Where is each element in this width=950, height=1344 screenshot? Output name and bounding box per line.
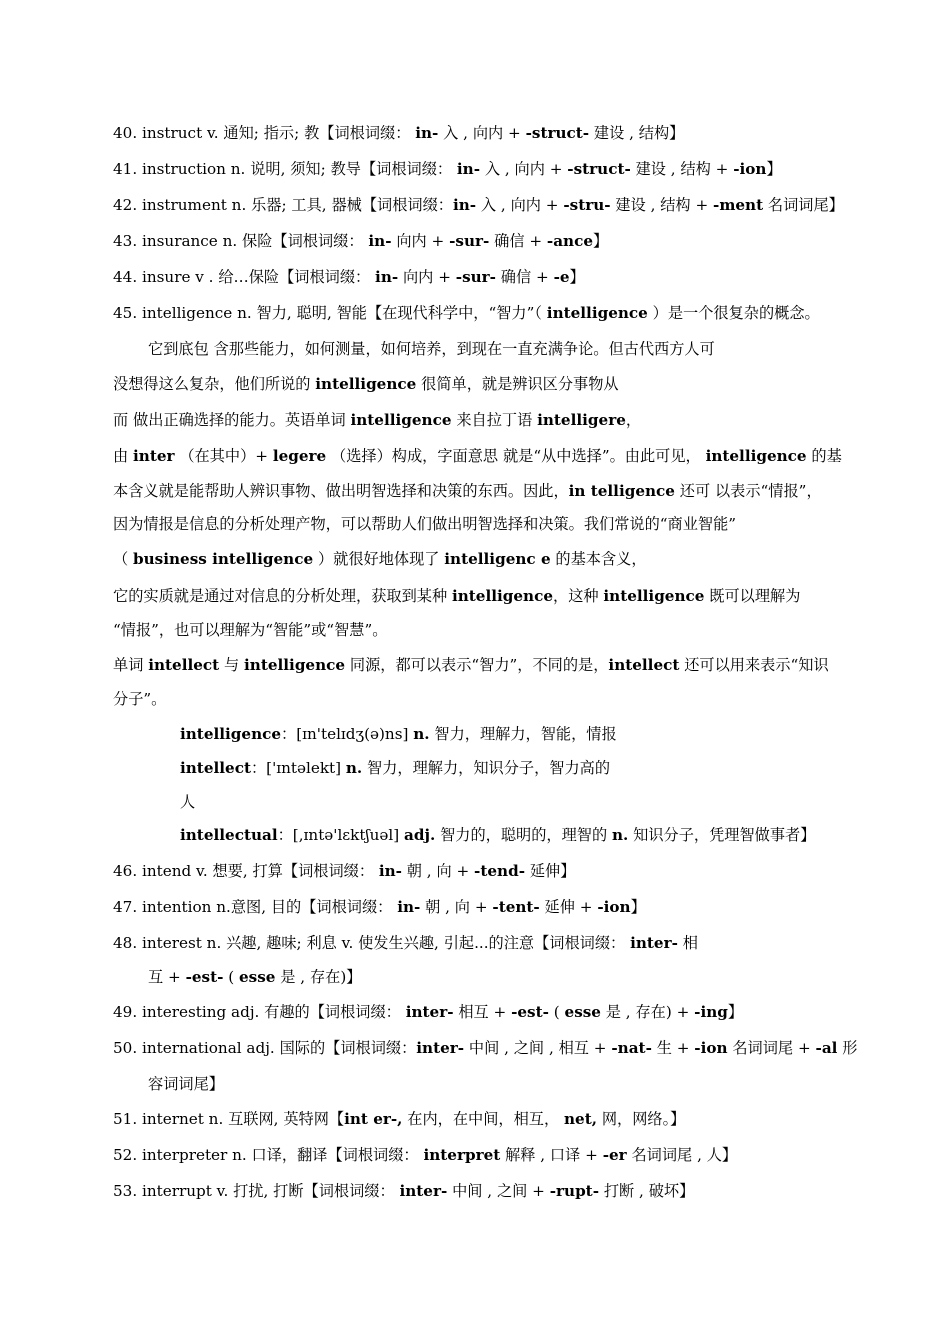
entry-50 <box>0 1038 950 1058</box>
text-segment: 52. interpreter n. 口译，翻译【词根词缀： <box>113 1146 424 1164</box>
entry-48 <box>0 933 950 953</box>
term-bold: inter- <box>399 1182 448 1200</box>
text-segment: 智力，理解力，智能，情报 <box>429 725 617 743</box>
text-segment: 很简单，就是辨识区分事物从 <box>416 375 619 393</box>
text-segment: 46. intend v. 想要, 打算【词根词缀： <box>113 862 379 880</box>
text-segment: 它到底包 含那些能力，如何测量，如何培养，到现在一直充满争论。但古代西方人可 <box>148 340 715 358</box>
paragraph-line <box>0 689 950 709</box>
text-segment: 相 <box>677 934 698 952</box>
text-segment: 智力，理解力，知识分子，智力高的 <box>362 759 611 777</box>
text-segment: 50. international adj. 国际的【词根词缀： <box>113 1039 417 1057</box>
text-segment: 45. intelligence n. 智力, 聪明, 智能【在现代科学中，“智力”（ <box>113 304 547 322</box>
text-segment: 48. interest n. 兴趣, 趣味; 利息 v. 使发生兴趣, 引起...的注意【词根词缀： <box>113 934 631 952</box>
entry-51 <box>0 1109 950 1129</box>
term-bold: -rupt- <box>549 1182 600 1200</box>
term-bold: n. <box>611 826 629 844</box>
term-bold: intelligenc e <box>444 550 551 568</box>
text-segment: （在其中）+ <box>174 447 273 465</box>
term-bold: inter- <box>416 1039 465 1057</box>
text-segment: 入 , 向内 + <box>480 160 568 178</box>
term-bold: -ion <box>597 898 631 916</box>
term-bold: -tend- <box>474 862 525 880</box>
term-bold: intelligence <box>705 447 807 465</box>
paragraph-line <box>0 586 950 606</box>
text-segment: 相互 + <box>453 1003 512 1021</box>
text-segment: 】 <box>766 160 782 178</box>
term-bold: in- <box>368 232 392 250</box>
term-bold: -struct- <box>525 124 590 142</box>
paragraph-line <box>0 374 950 394</box>
text-segment: 容词词尾】 <box>148 1075 224 1093</box>
text-segment: 单词 <box>113 656 149 674</box>
text-segment: 51. internet n. 互联网, 英特网【 <box>113 1110 345 1128</box>
text-segment: 的基 <box>806 447 842 465</box>
term-bold: intelligence <box>180 725 282 743</box>
text-segment: 是 , 存在)】 <box>275 968 362 986</box>
term-bold: intellectual <box>180 826 278 844</box>
text-segment: 建设 , 结构 + <box>630 160 734 178</box>
term-bold: in- <box>378 862 402 880</box>
term-bold: in- <box>456 160 481 178</box>
term-bold: inter- <box>630 934 678 952</box>
entry-52 <box>0 1145 950 1165</box>
text-segment: 智力的，聪明的，理智的 <box>435 826 612 844</box>
text-segment: 网，网络。】 <box>597 1110 686 1128</box>
text-segment: 入 , 向内 + <box>438 124 526 142</box>
term-bold: intellect <box>148 656 220 674</box>
text-segment: ）就很好地体现了 <box>313 550 445 568</box>
paragraph-line <box>0 655 950 675</box>
term-bold: -e <box>553 268 570 286</box>
text-segment: 在内，在中间，相互， <box>402 1110 564 1128</box>
text-segment: ( <box>223 968 240 986</box>
text-segment: 49. interesting adj. 有趣的【词根词缀： <box>113 1003 406 1021</box>
text-segment: 建设 , 结构】 <box>589 124 685 142</box>
entry-46 <box>0 861 950 881</box>
term-bold: adj. <box>404 826 436 844</box>
entry-48-cont <box>0 967 950 987</box>
term-bold: in- <box>375 268 399 286</box>
text-segment: 既可以理解为 <box>704 587 801 605</box>
term-bold: intellect <box>180 759 251 777</box>
text-segment: ）是一个很复杂的概念。 <box>647 304 820 322</box>
text-segment: 42. instrument n. 乐器; 工具, 器械【词根词缀： <box>113 196 453 214</box>
text-segment: ：[,ɪntə'lɛktʃuəl] <box>277 826 404 844</box>
term-bold: intelligere <box>537 411 626 429</box>
text-segment: 人 <box>180 793 196 811</box>
entry-53 <box>0 1181 950 1201</box>
term-bold: -ment <box>713 196 764 214</box>
text-segment: 朝 , 向 + <box>420 898 493 916</box>
text-segment: 由 <box>113 447 134 465</box>
term-bold: -est- <box>185 968 224 986</box>
text-segment: “情报”，也可以理解为“智能”或“智慧”。 <box>113 621 388 639</box>
entry-47 <box>0 897 950 917</box>
text-segment: 它的实质就是通过对信息的分析处理，获取到某种 <box>113 587 452 605</box>
text-segment: 向内 + <box>391 232 450 250</box>
text-segment: 47. intention n.意图, 目的【词根词缀： <box>113 898 398 916</box>
text-segment: ，这种 <box>553 587 604 605</box>
term-bold: in- <box>397 898 421 916</box>
entry-40 <box>0 123 950 143</box>
text-segment: 】 <box>593 232 609 250</box>
text-segment: 】 <box>727 1003 744 1021</box>
entry-41 <box>0 159 950 179</box>
term-bold: -est- <box>511 1003 549 1021</box>
text-segment: 来自拉丁语 <box>451 411 538 429</box>
term-bold: -ion <box>733 160 767 178</box>
term-bold: inter <box>133 447 175 465</box>
text-segment: ：['ɪntəlekt] <box>250 759 346 777</box>
definition-intellect-cont <box>0 792 950 812</box>
text-segment: 入 , 向内 + <box>476 196 564 214</box>
text-segment: 因为情报是信息的分析处理产物，可以帮助人们做出明智选择和决策。我们常说的“商业智能” <box>113 515 737 533</box>
text-segment: 朝 , 向 + <box>401 862 475 880</box>
text-segment: 44. insure v . 给…保险【词根词缀： <box>113 268 376 286</box>
text-segment: 名词词尾】 <box>763 196 844 214</box>
term-bold: -sur- <box>449 232 490 250</box>
paragraph-line <box>0 620 950 640</box>
text-segment: 41. instruction n. 说明, 须知; 教导【词根词缀： <box>113 160 457 178</box>
text-segment: 打断 , 破坏】 <box>599 1182 695 1200</box>
text-segment: 而 做出正确选择的能力。英语单词 <box>113 411 351 429</box>
text-segment: 与 <box>219 656 245 674</box>
term-bold: -ion <box>694 1039 728 1057</box>
term-bold: in telligence <box>568 482 675 500</box>
text-segment: 还可 以表示“情报”， <box>674 482 822 500</box>
term-bold: net, <box>563 1110 597 1128</box>
term-bold: legere <box>272 447 327 465</box>
term-bold: intelligence <box>244 656 346 674</box>
paragraph-line <box>0 549 950 569</box>
paragraph-line <box>0 514 950 534</box>
text-segment: 名词词尾 + <box>727 1039 816 1057</box>
entry-50-cont <box>0 1074 950 1094</box>
term-bold: -struct- <box>567 160 631 178</box>
term-bold: n. <box>413 725 430 743</box>
term-bold: n. <box>345 759 363 777</box>
text-segment: （ <box>113 550 134 568</box>
text-segment: 没想得这么复杂，他们所说的 <box>113 375 316 393</box>
paragraph-line <box>0 339 950 359</box>
term-bold: interpret <box>423 1146 501 1164</box>
paragraph-line <box>0 446 950 466</box>
term-bold: -al <box>815 1039 838 1057</box>
term-bold: business intelligence <box>133 550 314 568</box>
term-bold: intelligence <box>451 587 553 605</box>
term-bold: -tent- <box>492 898 540 916</box>
text-segment: 确信 + <box>495 268 554 286</box>
text-segment: 生 + <box>651 1039 695 1057</box>
term-bold: intelligence <box>546 304 648 322</box>
text-segment: 中间 , 之间 + <box>447 1182 550 1200</box>
text-segment: 】 <box>569 268 585 286</box>
entry-42 <box>0 195 950 215</box>
paragraph-line <box>0 410 950 430</box>
entry-49 <box>0 1002 950 1022</box>
term-bold: -ance <box>546 232 594 250</box>
term-bold: intelligence <box>350 411 452 429</box>
text-segment: ( <box>548 1003 565 1021</box>
text-segment: 40. instruct v. 通知; 指示; 教【词根词缀： <box>113 124 416 142</box>
text-segment: 形 <box>837 1039 858 1057</box>
term-bold: -nat- <box>611 1039 652 1057</box>
text-segment: 的基本含义， <box>550 550 647 568</box>
entry-45 <box>0 303 950 323</box>
term-bold: intellect <box>608 656 680 674</box>
term-bold: -er <box>602 1146 627 1164</box>
term-bold: -sur- <box>455 268 496 286</box>
text-segment: 中间 , 之间 , 相互 + <box>464 1039 612 1057</box>
text-segment: （选择）构成，字面意思 就是“从中选择”。由此可见， <box>326 447 706 465</box>
text-segment: 本含义就是能帮助人辨识事物、做出明智选择和决策的东西。因此， <box>113 482 569 500</box>
definition-intellectual <box>0 825 950 845</box>
text-segment: 名词词尾 , 人】 <box>626 1146 738 1164</box>
text-segment: 互 + <box>148 968 186 986</box>
text-segment: 是 , 存在) + <box>600 1003 695 1021</box>
text-segment: 建设 , 结构 + <box>610 196 714 214</box>
text-segment: 43. insurance n. 保险【词根词缀： <box>113 232 369 250</box>
term-bold: intelligence <box>603 587 705 605</box>
term-bold: int er-, <box>344 1110 403 1128</box>
term-bold: in- <box>452 196 477 214</box>
text-segment: 知识分子，凭理智做事者】 <box>628 826 816 844</box>
term-bold: esse <box>239 968 276 986</box>
text-segment: 还可以用来表示“知识 <box>679 656 829 674</box>
text-segment: 延伸】 <box>525 862 576 880</box>
definition-intellect <box>0 758 950 778</box>
term-bold: -ing <box>694 1003 728 1021</box>
text-segment: 分子”。 <box>113 690 167 708</box>
text-segment: 53. interrupt v. 打扰, 打断【词根词缀： <box>113 1182 400 1200</box>
text-segment: ：[ɪn'telɪdʒ(ə)ns] <box>281 725 414 743</box>
term-bold: -stru- <box>563 196 611 214</box>
text-segment: 延伸 + <box>539 898 598 916</box>
text-segment: 确信 + <box>489 232 547 250</box>
term-bold: inter- <box>405 1003 454 1021</box>
text-segment: 】 <box>630 898 646 916</box>
text-segment: ， <box>625 411 642 429</box>
text-segment: 同源，都可以表示“智力”，不同的是， <box>345 656 609 674</box>
entry-44 <box>0 267 950 287</box>
term-bold: in- <box>415 124 439 142</box>
term-bold: esse <box>564 1003 601 1021</box>
paragraph-line <box>0 481 950 501</box>
text-segment: 解释 , 口译 + <box>500 1146 603 1164</box>
definition-intelligence <box>0 724 950 744</box>
entry-43 <box>0 231 950 251</box>
term-bold: intelligence <box>315 375 417 393</box>
text-segment: 向内 + <box>398 268 456 286</box>
